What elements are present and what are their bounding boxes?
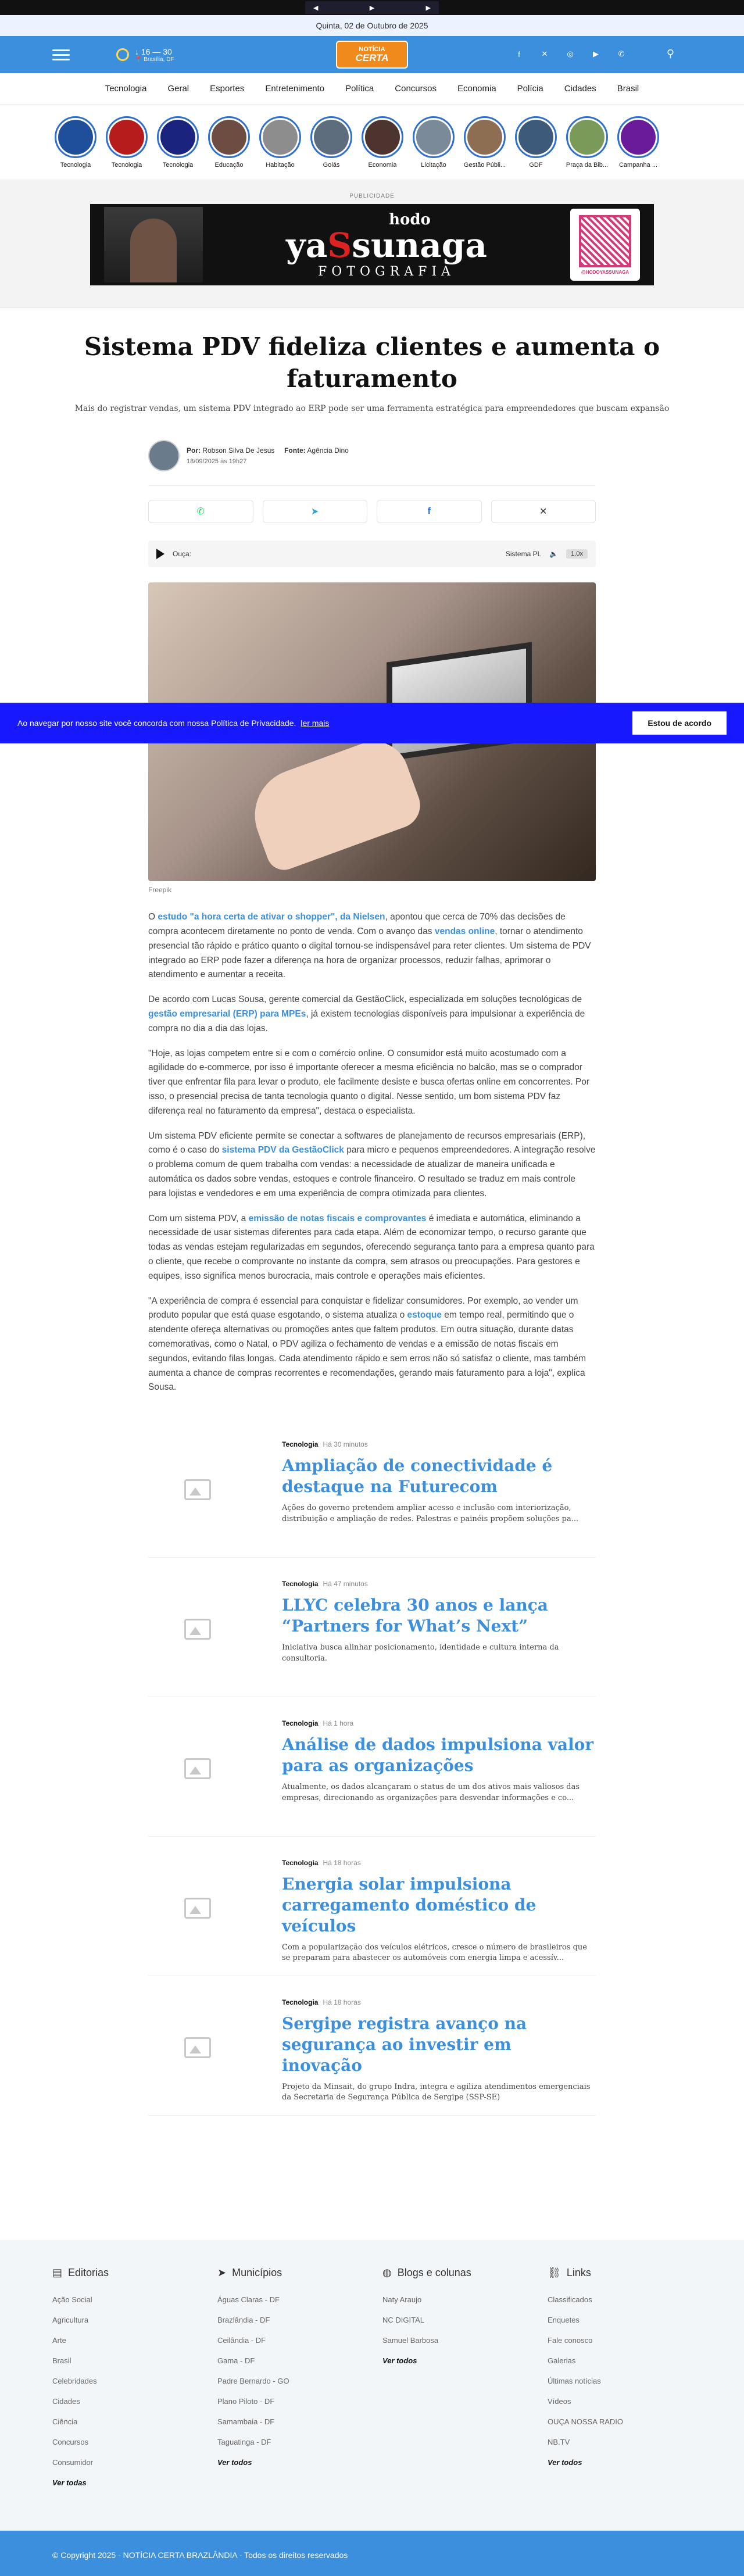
story-label: Educação xyxy=(214,161,244,169)
footer-link[interactable]: Gama - DF xyxy=(217,2356,255,2365)
ad-label: PUBLICIDADE xyxy=(349,193,395,199)
related-description: Iniciativa busca alinhar posicionamento, identidade e cultura interna da consultoria. xyxy=(282,1643,559,1663)
twitter-x-icon[interactable]: ✕ xyxy=(541,49,548,58)
image-placeholder-icon xyxy=(148,1859,247,1958)
ad-brand-sub: FOTOGRAFIA xyxy=(318,264,455,279)
footer-link[interactable]: Brazlândia - DF xyxy=(217,2316,270,2324)
footer-link[interactable]: Vídeos xyxy=(548,2397,571,2406)
ad-qr-code xyxy=(570,209,640,281)
footer-see-all-link[interactable]: Ver todos xyxy=(217,2458,252,2467)
story-thumbnail xyxy=(515,116,557,158)
cookie-text: Ao navegar por nosso site você concorda com nossa Política de Privacidade. xyxy=(17,718,296,728)
story-label: Gestão Públi... xyxy=(463,161,506,169)
footer-see-all-link[interactable]: Ver todos xyxy=(382,2356,417,2365)
ad-brand-pre: ya xyxy=(286,225,328,265)
related-time: Há 30 minutos xyxy=(323,1440,368,1449)
footer-link[interactable]: Celebridades xyxy=(52,2377,97,2385)
related-title[interactable]: LLYC celebra 30 anos e lança “Partners for What’s Next” xyxy=(282,1595,548,1636)
footer-column-title: ▤ Editorias xyxy=(52,2267,109,2278)
related-item[interactable] xyxy=(148,1558,596,1697)
paragraph: Com um sistema PDV, a emissão de notas fiscais e comprovantes é imediata e automática, eliminando a necessidade de usar sistemas diferentes para cada etapa. Além de economizar tempo, o recurso garante que todas as vendas estejam regularizadas em segundos, oferecendo segurança tanto para a empresa quanto para o cliente, que recebe o comprovante no instante da compra, sem atrasos ou preocupações. Para gestores e equipes, isso significa menos burocracia, mais controle e operações mais eficientes. xyxy=(148,1213,595,1281)
source-name: Agência Dino xyxy=(307,446,349,455)
related-item[interactable] xyxy=(148,1837,596,1976)
related-time: Há 18 horas xyxy=(323,1859,361,1867)
story-item[interactable] xyxy=(310,116,352,169)
related-news xyxy=(148,1418,596,2116)
audio-voice-select[interactable]: Sistema PL xyxy=(505,550,542,559)
story-label: Licitação xyxy=(421,161,446,169)
nav-item[interactable]: Concursos xyxy=(395,84,437,94)
footer-link[interactable]: Enquetes xyxy=(548,2316,580,2324)
story-item[interactable] xyxy=(617,116,659,169)
paragraph: De acordo com Lucas Sousa, gerente comercial da GestãoClick, especializada em soluções tecnológicas de gestão empresarial (ERP) para MPEs, já existem tecnologias disponíveis para impulsionar a experiência de compra no dia a dia das lojas. xyxy=(148,994,585,1033)
share-whatsapp-button[interactable]: ✆ xyxy=(148,500,253,523)
related-category: Tecnologia xyxy=(282,1440,319,1449)
prev-icon[interactable]: ◀ xyxy=(313,4,319,12)
author-avatar xyxy=(148,440,180,471)
footer-link[interactable]: Arte xyxy=(52,2336,66,2345)
footer-link[interactable]: Samuel Barbosa xyxy=(382,2336,439,2345)
by-label: Por: xyxy=(187,446,201,455)
audio-speed-select[interactable]: 1.0x xyxy=(566,549,588,559)
audio-player xyxy=(148,541,596,567)
story-thumbnail xyxy=(617,116,659,158)
main-nav xyxy=(0,73,744,105)
footer-link[interactable]: Fale conosco xyxy=(548,2336,593,2345)
ad-brand-s: S xyxy=(327,225,352,265)
story-item[interactable] xyxy=(515,116,557,169)
ad-brand xyxy=(286,211,487,279)
story-label: Goiás xyxy=(323,161,340,169)
related-title[interactable]: Ampliação de conectividade é destaque na Futurecom xyxy=(282,1456,553,1496)
inline-link[interactable]: emissão de notas fiscais e comprovantes xyxy=(248,1213,427,1223)
nav-item[interactable]: Esportes xyxy=(210,84,245,94)
related-description: Atualmente, os dados alcançaram o status de um dos ativos mais valiosos das empresas, direcionando as organizações para desvendar informações e co... xyxy=(282,1782,580,1802)
footer-link[interactable]: Naty Araujo xyxy=(382,2295,422,2304)
share-buttons xyxy=(148,500,596,523)
ad-qr-handle: @HODOYASSUNAGA xyxy=(581,269,629,275)
story-thumbnail xyxy=(310,116,352,158)
footer-link[interactable]: Últimas notícias xyxy=(548,2377,601,2385)
globe-icon: ◍ xyxy=(382,2267,392,2278)
share-x-button[interactable]: ✕ xyxy=(491,500,596,523)
copyright: © Copyright 2025 - NOTÍCIA CERTA BRAZLÂNDIA - Todos os direitos reservados xyxy=(0,2531,744,2576)
related-item[interactable] xyxy=(148,1976,596,2116)
inline-link[interactable]: gestão empresarial (ERP) para MPEs xyxy=(148,1008,306,1019)
story-thumbnail xyxy=(259,116,301,158)
image-caption: Freepik xyxy=(148,886,172,895)
footer-link[interactable]: NB.TV xyxy=(548,2438,570,2446)
footer-see-all-link[interactable]: Ver todas xyxy=(52,2478,87,2487)
story-thumbnail xyxy=(55,116,96,158)
related-description: Ações do governo pretendem ampliar acesso e inclusão com interiorização, distribuição e ampliação de redes. Palestras e painéis propõem soluções pa... xyxy=(282,1503,579,1523)
footer-column xyxy=(548,2267,713,2499)
footer-column-title: ◍ Blogs e colunas xyxy=(382,2267,471,2278)
related-item[interactable] xyxy=(148,1418,596,1558)
story-label: Economia xyxy=(368,161,397,169)
story-label: GDF xyxy=(529,161,543,169)
nav-item[interactable]: Brasil xyxy=(617,84,639,94)
cookie-read-more-link[interactable]: ler mais xyxy=(301,718,330,728)
footer-link[interactable]: Samambaia - DF xyxy=(217,2417,275,2426)
inline-link[interactable]: estudo "a hora certa de ativar o shopper", da Nielsen xyxy=(158,912,385,922)
story-label: Praça da Bib... xyxy=(566,161,609,169)
story-label: Habitação xyxy=(266,161,295,169)
ad-photographer-image xyxy=(104,207,203,282)
footer-link[interactable]: Galerias xyxy=(548,2356,576,2365)
audio-label: Ouça: xyxy=(173,550,192,559)
inline-link[interactable]: sistema PDV da GestãoClick xyxy=(221,1145,344,1155)
article xyxy=(74,331,670,1395)
footer-see-all-link[interactable]: Ver todos xyxy=(548,2458,582,2467)
footer-link[interactable]: Águas Claras - DF xyxy=(217,2295,280,2304)
article-title: Sistema PDV fideliza clientes e aumenta o faturamento xyxy=(84,332,660,393)
nav-item[interactable]: Entretenimento xyxy=(265,84,325,94)
related-title[interactable]: Energia solar impulsiona carregamento doméstico de veículos xyxy=(282,1874,536,1935)
story-thumbnail xyxy=(106,116,148,158)
youtube-icon[interactable]: ▶ xyxy=(593,49,599,58)
image-placeholder-icon xyxy=(148,1998,247,2097)
facebook-icon[interactable]: f xyxy=(518,49,520,59)
nav-item[interactable]: Polícia xyxy=(517,84,543,94)
paragraph: O estudo "a hora certa de ativar o shopper", da Nielsen, apontou que cerca de 70% das decisões de compra acontecem diretamente no ponto de venda. Com o avanço das vendas online, tornar o atendimento presencial tão rápido e prático quanto o digital tornou-se indispensável para reter clientes. Um sistema de PDV integrado ao ERP pode fazer a diferença na hora de organizar processos, reduzir falhas, aprimorar o atendimento e aumentar a receita. xyxy=(148,912,591,980)
inline-link[interactable]: vendas online xyxy=(434,926,495,936)
related-category: Tecnologia xyxy=(282,1580,319,1588)
article-subtitle: Mais do registrar vendas, um sistema PDV integrado ao ERP pode ser uma ferramenta estratégica para empreendedores que buscam expansão xyxy=(74,404,670,414)
related-time: Há 1 hora xyxy=(323,1719,354,1728)
inline-link[interactable]: estoque xyxy=(407,1310,442,1321)
footer-link[interactable]: Brasil xyxy=(52,2356,71,2365)
volume-icon[interactable]: 🔈 xyxy=(549,550,559,559)
cookie-accept-button[interactable]: Estou de acordo xyxy=(632,711,727,735)
weather-widget: ↓ 16 — 30 📍 Brasília, DF xyxy=(116,47,174,63)
story-label: Tecnologia xyxy=(162,161,194,169)
nav-item[interactable]: Cidades xyxy=(564,84,596,94)
image-placeholder-icon xyxy=(148,1580,247,1679)
story-item[interactable] xyxy=(566,116,608,169)
footer-link[interactable]: Plano Piloto - DF xyxy=(217,2397,275,2406)
next-icon[interactable]: ▶ xyxy=(425,4,431,12)
footer-column xyxy=(52,2267,217,2499)
site-header xyxy=(0,36,744,73)
date-bar xyxy=(0,15,744,36)
footer-column-title: ➤ Municípios xyxy=(217,2267,282,2278)
image-placeholder-icon xyxy=(148,1440,247,1539)
cookie-consent-bar xyxy=(0,703,744,743)
story-item[interactable] xyxy=(157,116,199,169)
footer-link[interactable]: Taguatinga - DF xyxy=(217,2438,271,2446)
source-label: Fonte: xyxy=(284,446,306,455)
related-time: Há 47 minutos xyxy=(323,1580,368,1588)
newspaper-icon: ▤ xyxy=(52,2267,63,2278)
footer-column-title: ⛓ Links xyxy=(548,2267,591,2278)
site-footer xyxy=(0,2240,744,2531)
related-category: Tecnologia xyxy=(282,1859,319,1867)
search-icon[interactable]: ⚲ xyxy=(666,48,674,59)
nav-item[interactable]: Tecnologia xyxy=(105,84,147,94)
related-title[interactable]: Sergipe registra avanço na segurança ao investir em inovação xyxy=(282,2014,527,2075)
instagram-icon[interactable]: ◎ xyxy=(567,49,574,58)
footer-column xyxy=(217,2267,382,2499)
link-icon: ⛓ xyxy=(548,2267,561,2278)
footer-link[interactable]: NC DIGITAL xyxy=(382,2316,424,2324)
ad-banner[interactable] xyxy=(90,204,654,285)
story-thumbnail xyxy=(464,116,506,158)
author-name[interactable]: Robson Silva De Jesus xyxy=(202,446,275,455)
article-body xyxy=(148,910,596,1395)
story-item[interactable] xyxy=(106,116,148,169)
paragraph: "A experiência de compra é essencial para conquistar e fidelizar consumidores. Por exemplo, ao vender um produto popular que está quase esgotando, o sistema atualiza o estoque em tempo real, permitindo que o atendente ofereça alternativas ou promoções antes que faltem produtos. Em outra situação, durante datas comemorativas, como o Natal, o PDV agiliza o fechamento de vendas e a emissão de notas fiscais em segundos, evitando filas longas. Cada atendimento rápido e sem erros não só satisfaz o cliente, mas também aumenta a chance de compras recorrentes e recomendações, gerando mais faturamento para a loja", explica Sousa. xyxy=(148,1296,586,1393)
share-facebook-button[interactable]: f xyxy=(377,500,482,523)
story-item[interactable] xyxy=(464,116,506,169)
ad-brand-top: hodo xyxy=(389,210,431,228)
story-item[interactable] xyxy=(413,116,455,169)
related-category: Tecnologia xyxy=(282,1719,319,1728)
nav-item[interactable]: Geral xyxy=(167,84,189,94)
ad-zone xyxy=(0,180,744,308)
menu-icon[interactable] xyxy=(52,49,70,60)
logo-text-top: NOTÍCIA xyxy=(359,45,385,53)
current-date: Quinta, 02 de Outubro de 2025 xyxy=(316,21,428,30)
story-label: Campanha ... xyxy=(618,161,658,169)
story-item[interactable] xyxy=(55,116,96,169)
play-icon[interactable]: ▶ xyxy=(369,4,375,12)
ad-brand-post: sunaga xyxy=(352,225,487,265)
footer-link[interactable]: Agricultura xyxy=(52,2316,89,2324)
footer-link[interactable]: Padre Bernardo - GO xyxy=(217,2377,289,2385)
nav-item[interactable]: Política xyxy=(345,84,374,94)
story-thumbnail xyxy=(362,116,403,158)
paragraph: "Hoje, as lojas competem entre si e com o comércio online. O consumidor está muito acostumado com a agilidade do e-commerce, por isso é importante oferecer a mesma eficiência no balcão, mas se o comprador tiver que enfrentar fila para levar o produto, ele facilmente desiste e busca ofertas online em concorrentes. Por isso, o presencial precisa de tanta tecnologia quanto o digital. Nesse sentido, um bom sistema PDV faz diferença real no faturamento da empresa", destaca o especialista. xyxy=(148,1048,590,1116)
sun-icon xyxy=(116,48,129,61)
story-label: Tecnologia xyxy=(111,161,142,169)
related-category: Tecnologia xyxy=(282,1998,319,2007)
footer-link[interactable]: Concursos xyxy=(52,2438,89,2446)
mini-player xyxy=(305,1,439,14)
related-time: Há 18 horas xyxy=(323,1998,361,2007)
story-label: Tecnologia xyxy=(60,161,91,169)
audio-play-icon[interactable] xyxy=(156,549,164,559)
story-item[interactable] xyxy=(362,116,403,169)
footer-link[interactable]: Consumidor xyxy=(52,2458,94,2467)
map-pin-icon: ➤ xyxy=(217,2267,227,2278)
nav-item[interactable]: Economia xyxy=(457,84,496,94)
temp-max: 30 xyxy=(163,46,172,56)
publish-date: 18/09/2025 às 19h27 xyxy=(187,458,247,466)
site-logo[interactable] xyxy=(336,41,408,69)
logo-text-bottom: CERTA xyxy=(355,52,389,63)
related-description: Projeto da Minsait, do grupo Indra, integra e agiliza atendimentos emergenciais da Secretaria de Segurança Pública de Sergipe (SSP-SE) xyxy=(282,2082,591,2102)
story-thumbnail xyxy=(208,116,250,158)
related-item[interactable] xyxy=(148,1697,596,1837)
share-telegram-button[interactable]: ➤ xyxy=(263,500,368,523)
byline xyxy=(148,440,596,486)
whatsapp-icon[interactable]: ✆ xyxy=(618,49,625,58)
footer-column xyxy=(382,2267,548,2499)
image-placeholder-icon xyxy=(148,1719,247,1818)
related-description: Com a popularização dos veículos elétricos, cresce o número de brasileiros que se preparam para abastecer os automóveis com energia limpa e acessív... xyxy=(282,1942,587,1963)
social-links xyxy=(513,48,628,60)
footer-link[interactable]: Cidades xyxy=(52,2397,80,2406)
story-item[interactable] xyxy=(208,116,250,169)
paragraph: Um sistema PDV eficiente permite se conectar a softwares de planejamento de recursos empresariais (ERP), como é o caso do sistema PDV da GestãoClick para micro e pequenos empreendedores. A integração resolve o problema comum de quem trabalha com vendas: a necessidade de atualizar de maneira unificada e automática os dados sobre vendas, estoques e controle financeiro. O resultado se traduz em mais controle para lojistas e vendedores e em uma experiência de compra otimizada para clientes. xyxy=(148,1130,596,1198)
stories-carousel xyxy=(0,105,744,180)
temp-min: 16 xyxy=(141,46,151,56)
story-thumbnail xyxy=(157,116,199,158)
footer-link[interactable]: Ciência xyxy=(52,2417,78,2426)
related-title[interactable]: Análise de dados impulsiona valor para as organizações xyxy=(282,1735,594,1775)
footer-link[interactable]: Classificados xyxy=(548,2295,592,2304)
story-thumbnail xyxy=(413,116,455,158)
audio-player-bar xyxy=(0,0,744,15)
footer-link[interactable]: Ceilândia - DF xyxy=(217,2336,266,2345)
story-thumbnail xyxy=(566,116,608,158)
weather-city: Brasília, DF xyxy=(144,56,174,63)
footer-link[interactable]: OUÇA NOSSA RADIO xyxy=(548,2417,624,2426)
story-item[interactable] xyxy=(259,116,301,169)
footer-link[interactable]: Ação Social xyxy=(52,2295,92,2304)
